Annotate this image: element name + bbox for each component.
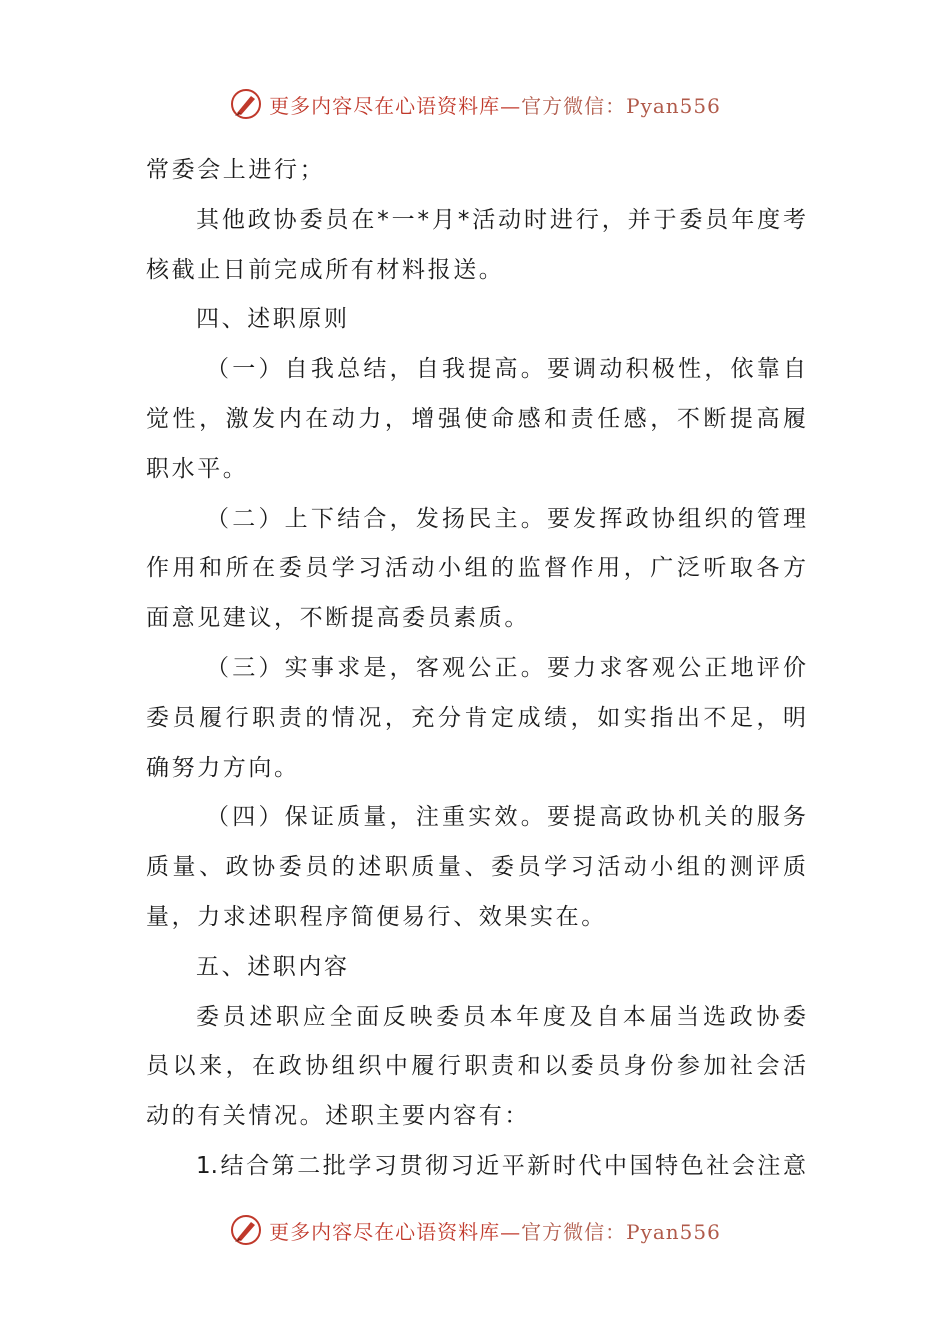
banner-wechat-label: 官方微信： xyxy=(521,93,627,118)
pen-nib-logo-icon xyxy=(229,87,263,121)
text-line: （二）上下结合，发扬民主。要发挥政协组织的管理 xyxy=(206,505,806,532)
section-heading: 四、述职原则 xyxy=(196,306,350,333)
text-line: 动的有关情况。述职主要内容有： xyxy=(146,1103,530,1130)
header-banner xyxy=(0,84,950,124)
pen-nib-logo-icon xyxy=(229,1213,263,1247)
banner-wechat-label: 官方微信： xyxy=(521,1219,627,1244)
text-line: 量，力求述职程序简便易行、效果实在。 xyxy=(146,903,607,930)
text-line: 核截止日前完成所有材料报送。 xyxy=(146,256,505,283)
text-line: 委员述职应全面反映委员本年度及自本届当选政协委 xyxy=(196,1003,806,1030)
text-line: 确努力方向。 xyxy=(146,754,300,781)
text-line: 质量、政协委员的述职质量、委员学习活动小组的测评质 xyxy=(146,854,806,881)
text-line: 觉性，激发内在动力，增强使命感和责任感，不断提高履 xyxy=(146,405,806,432)
banner-separator: — xyxy=(500,1219,522,1244)
text-line: （四）保证质量，注重实效。要提高政协机关的服务 xyxy=(206,804,806,831)
text-line: （三）实事求是，客观公正。要力求客观公正地评价 xyxy=(206,654,806,681)
text-line: 作用和所在委员学习活动小组的监督作用，广泛听取各方 xyxy=(146,555,806,582)
banner-wechat-id: Pyan556 xyxy=(626,1219,721,1244)
banner-text xyxy=(269,90,721,119)
text-line: 员以来，在政协组织中履行职责和以委员身份参加社会活 xyxy=(146,1053,806,1080)
section-heading: 五、述职内容 xyxy=(196,953,350,980)
text-line: 职水平。 xyxy=(146,455,249,482)
text-line: 其他政协委员在*一*月*活动时进行，并于委员年度考 xyxy=(196,206,806,233)
text-line: 委员履行职责的情况，充分肯定成绩，如实指出不足，明 xyxy=(146,704,806,731)
list-item: 1.结合第二批学习贯彻习近平新时代中国特色社会注意 xyxy=(196,1152,806,1179)
footer-banner xyxy=(0,1210,950,1250)
banner-separator: — xyxy=(500,93,522,118)
banner-main-text: 更多内容尽在心语资料库 xyxy=(269,1219,501,1244)
document-body xyxy=(146,146,806,1192)
banner-main-text: 更多内容尽在心语资料库 xyxy=(269,93,501,118)
banner-wechat-id: Pyan556 xyxy=(626,93,721,118)
text-line: （一）自我总结，自我提高。要调动积极性，依靠自 xyxy=(206,356,806,383)
banner-text xyxy=(269,1216,721,1245)
text-line: 面意见建议，不断提高委员素质。 xyxy=(146,605,530,632)
text-line: 常委会上进行； xyxy=(146,157,326,183)
